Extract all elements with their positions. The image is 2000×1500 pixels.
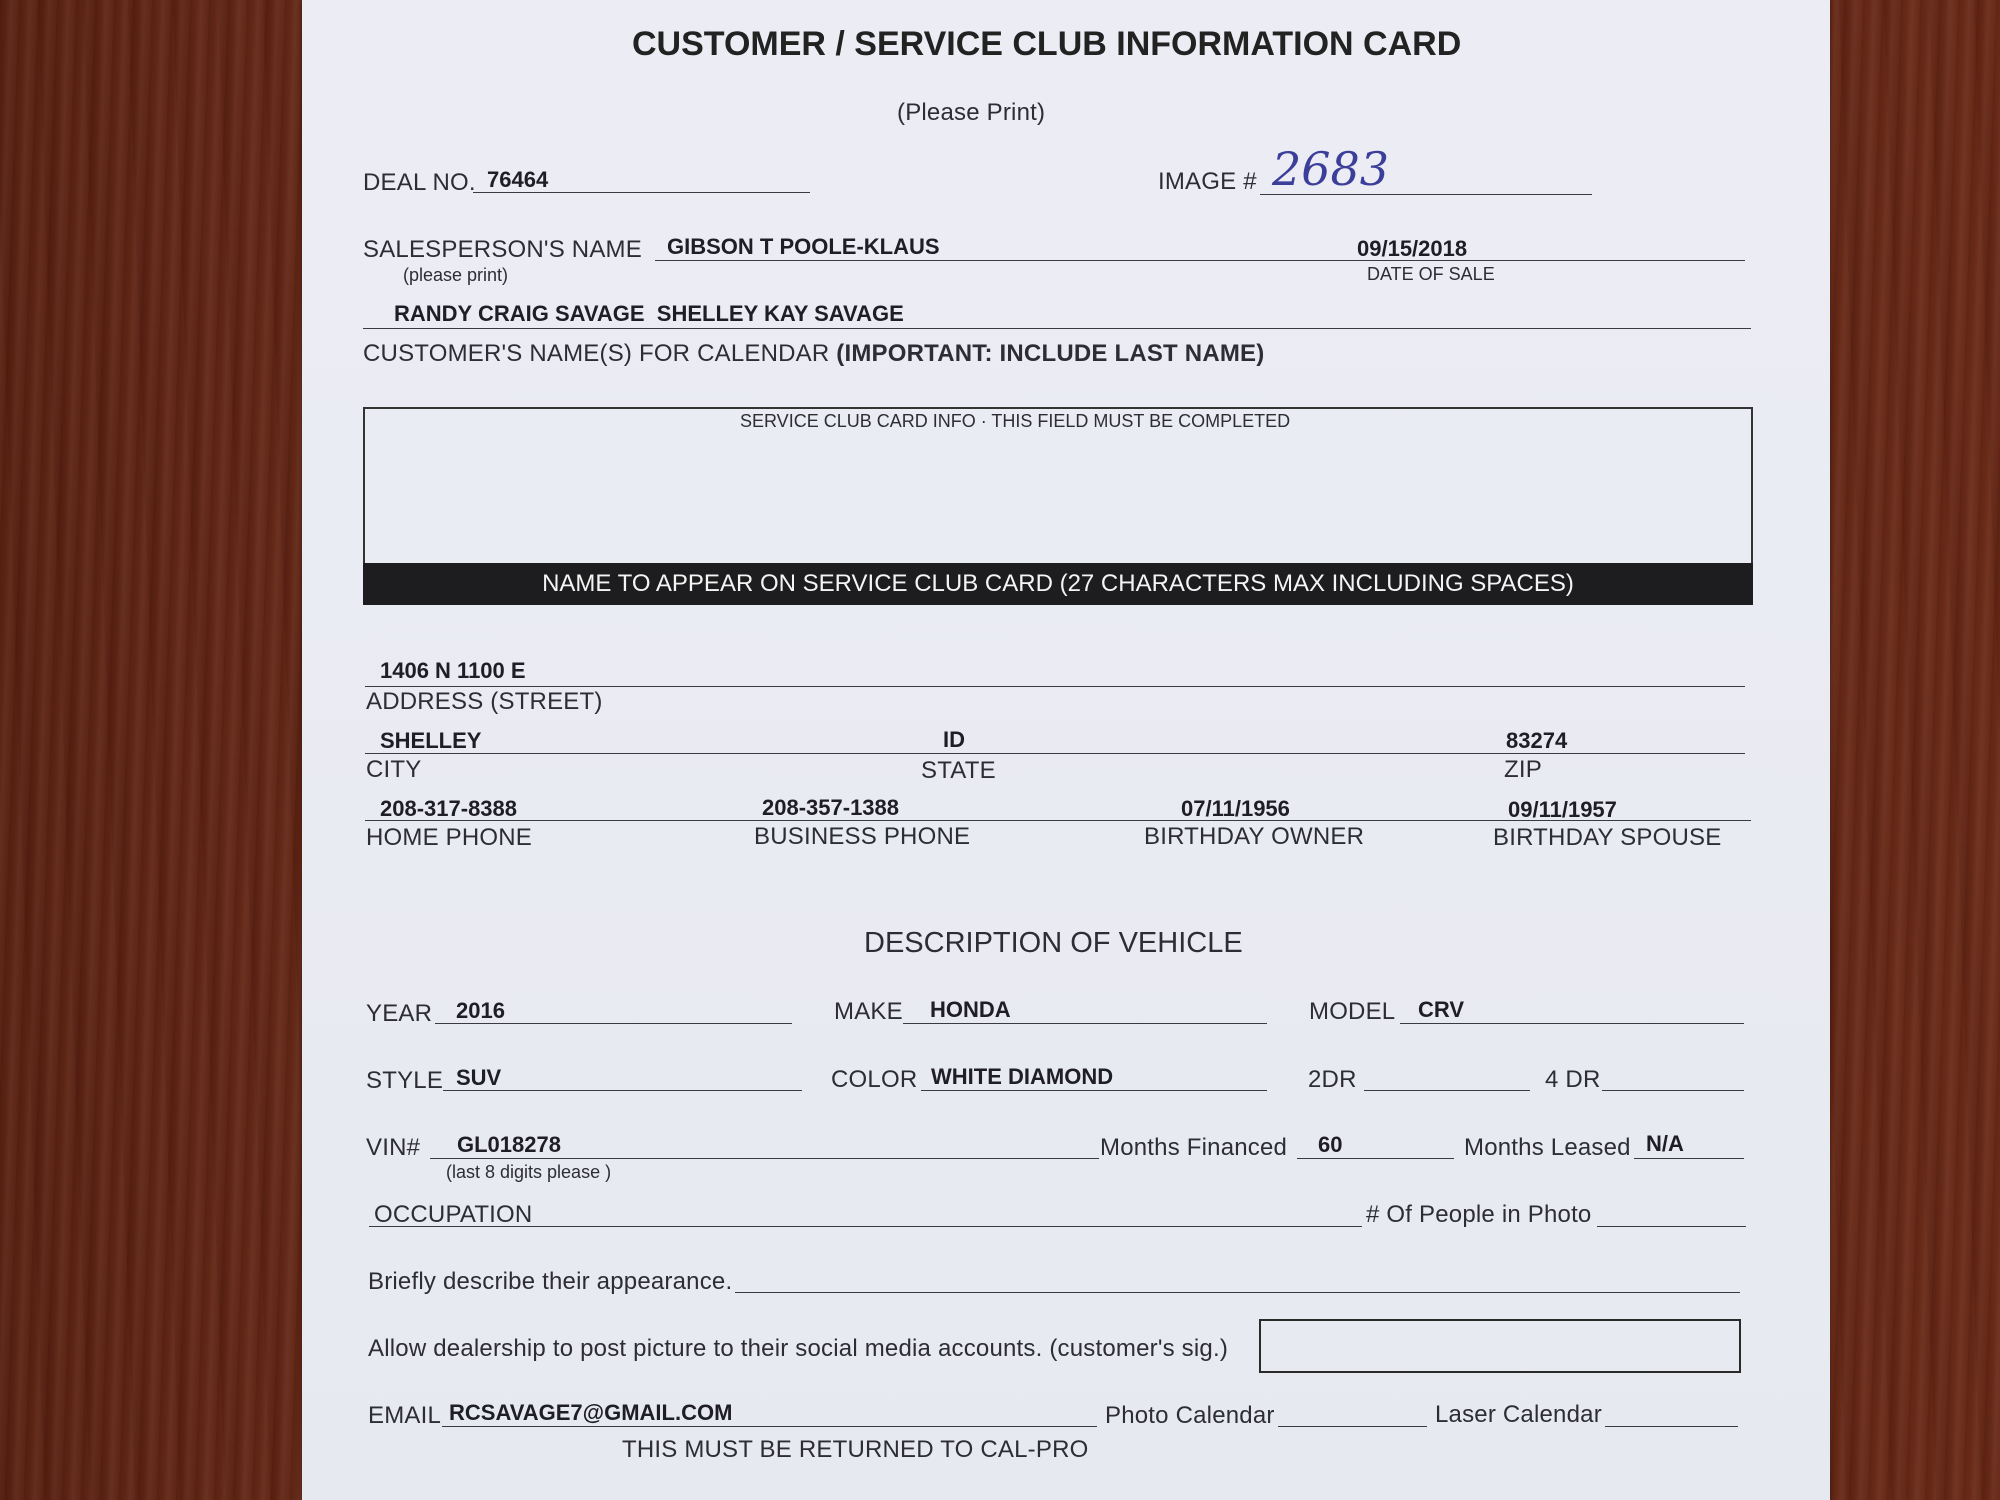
customer-signature-box[interactable] <box>1259 1319 1741 1373</box>
social-media-permission-label: Allow dealership to post picture to their social media accounts. (customer's sig.) <box>368 1335 1229 1362</box>
date-of-sale-value[interactable]: 09/15/2018 <box>1357 236 1468 261</box>
salesperson-line <box>655 260 1745 261</box>
make-label: MAKE <box>834 998 903 1025</box>
date-of-sale-label: DATE OF SALE <box>1367 264 1495 284</box>
zip-label: ZIP <box>1504 756 1542 783</box>
laser-calendar-line <box>1605 1426 1738 1427</box>
photo-calendar-label: Photo Calendar <box>1105 1402 1275 1429</box>
customer-names-value[interactable]: RANDY CRAIG SAVAGE SHELLEY KAY SAVAGE <box>394 301 904 326</box>
email-line <box>442 1426 1097 1427</box>
form-subtitle: (Please Print) <box>897 99 1046 126</box>
occupation-line <box>369 1226 1362 1227</box>
months-leased-line <box>1634 1158 1744 1159</box>
style-value[interactable]: SUV <box>456 1065 502 1090</box>
home-phone-label: HOME PHONE <box>366 824 533 851</box>
address-line <box>365 686 1745 687</box>
color-line <box>921 1090 1267 1091</box>
vin-sublabel: (last 8 digits please ) <box>446 1162 612 1182</box>
people-in-photo-label: # Of People in Photo <box>1366 1201 1592 1228</box>
months-leased-value[interactable]: N/A <box>1646 1131 1684 1156</box>
service-club-card-info-label: SERVICE CLUB CARD INFO · THIS FIELD MUST BE COMPLETED <box>740 411 1291 431</box>
deal-no-value[interactable]: 76464 <box>487 167 549 192</box>
months-leased-label: Months Leased <box>1464 1134 1631 1161</box>
year-line <box>435 1023 792 1024</box>
service-club-card-name-band: NAME TO APPEAR ON SERVICE CLUB CARD (27 CHARACTERS MAX INCLUDING SPACES) <box>363 563 1753 605</box>
photo-calendar-line <box>1278 1426 1427 1427</box>
birthday-spouse-label: BIRTHDAY SPOUSE <box>1493 824 1722 851</box>
image-no-handwritten[interactable]: 2683 <box>1272 142 1390 196</box>
appearance-label: Briefly describe their appearance. <box>368 1268 733 1295</box>
state-label: STATE <box>921 757 996 784</box>
customer-names-label-text: CUSTOMER'S NAME(S) FOR CALENDAR <box>363 340 830 367</box>
customer-names-line <box>363 328 1751 329</box>
zip-value[interactable]: 83274 <box>1506 728 1568 753</box>
form-title: CUSTOMER / SERVICE CLUB INFORMATION CARD <box>632 25 1462 63</box>
model-line <box>1400 1023 1744 1024</box>
vin-value[interactable]: GL018278 <box>457 1132 561 1157</box>
email-value[interactable]: RCSAVAGE7@GMAIL.COM <box>449 1400 733 1425</box>
model-label: MODEL <box>1309 998 1396 1025</box>
color-label: COLOR <box>831 1066 918 1093</box>
appearance-line <box>735 1292 1740 1293</box>
two-door-line <box>1364 1090 1530 1091</box>
image-no-label: IMAGE # <box>1158 168 1257 195</box>
state-value[interactable]: ID <box>943 727 965 752</box>
address-value[interactable]: 1406 N 1100 E <box>380 658 526 683</box>
style-line <box>443 1090 802 1091</box>
two-door-label: 2DR <box>1308 1066 1357 1093</box>
year-label: YEAR <box>366 1000 433 1027</box>
salesperson-value[interactable]: GIBSON T POOLE-KLAUS <box>667 234 940 259</box>
deal-no-line <box>473 192 810 193</box>
customer-names-label <box>363 342 1264 366</box>
vin-label: VIN# <box>366 1134 421 1161</box>
salesperson-sublabel: (please print) <box>403 265 509 285</box>
year-value[interactable]: 2016 <box>456 998 505 1023</box>
months-financed-value[interactable]: 60 <box>1318 1132 1343 1157</box>
return-notice: THIS MUST BE RETURNED TO CAL-PRO <box>622 1436 1089 1463</box>
occupation-label: OCCUPATION <box>374 1201 533 1228</box>
vin-line <box>430 1158 1099 1159</box>
birthday-spouse-value[interactable]: 09/11/1957 <box>1508 797 1617 822</box>
birthday-owner-label: BIRTHDAY OWNER <box>1144 823 1365 850</box>
months-financed-line <box>1297 1158 1454 1159</box>
deal-no-label: DEAL NO. <box>363 169 476 196</box>
make-value[interactable]: HONDA <box>930 997 1011 1022</box>
address-label: ADDRESS (STREET) <box>366 688 603 715</box>
four-door-label: 4 DR <box>1545 1066 1601 1093</box>
birthday-owner-value[interactable]: 07/11/1956 <box>1181 796 1290 821</box>
style-label: STYLE <box>366 1067 444 1094</box>
salesperson-label: SALESPERSON'S NAME <box>363 236 642 263</box>
business-phone-value[interactable]: 208-357-1388 <box>762 795 900 820</box>
months-financed-label: Months Financed <box>1100 1134 1288 1161</box>
laser-calendar-label: Laser Calendar <box>1435 1401 1602 1428</box>
city-state-zip-line <box>365 753 1745 754</box>
four-door-line <box>1602 1090 1744 1091</box>
business-phone-label: BUSINESS PHONE <box>754 823 971 850</box>
city-value[interactable]: SHELLEY <box>380 728 482 753</box>
city-label: CITY <box>366 756 422 783</box>
make-line <box>903 1023 1267 1024</box>
color-value[interactable]: WHITE DIAMOND <box>931 1064 1114 1089</box>
people-in-photo-line <box>1597 1226 1746 1227</box>
vehicle-section-heading: DESCRIPTION OF VEHICLE <box>864 927 1243 959</box>
home-phone-value[interactable]: 208-317-8388 <box>380 796 518 821</box>
customer-names-important: (IMPORTANT: INCLUDE LAST NAME) <box>836 340 1265 367</box>
phones-line <box>365 820 1751 821</box>
email-label: EMAIL <box>368 1402 442 1429</box>
model-value[interactable]: CRV <box>1418 997 1465 1022</box>
